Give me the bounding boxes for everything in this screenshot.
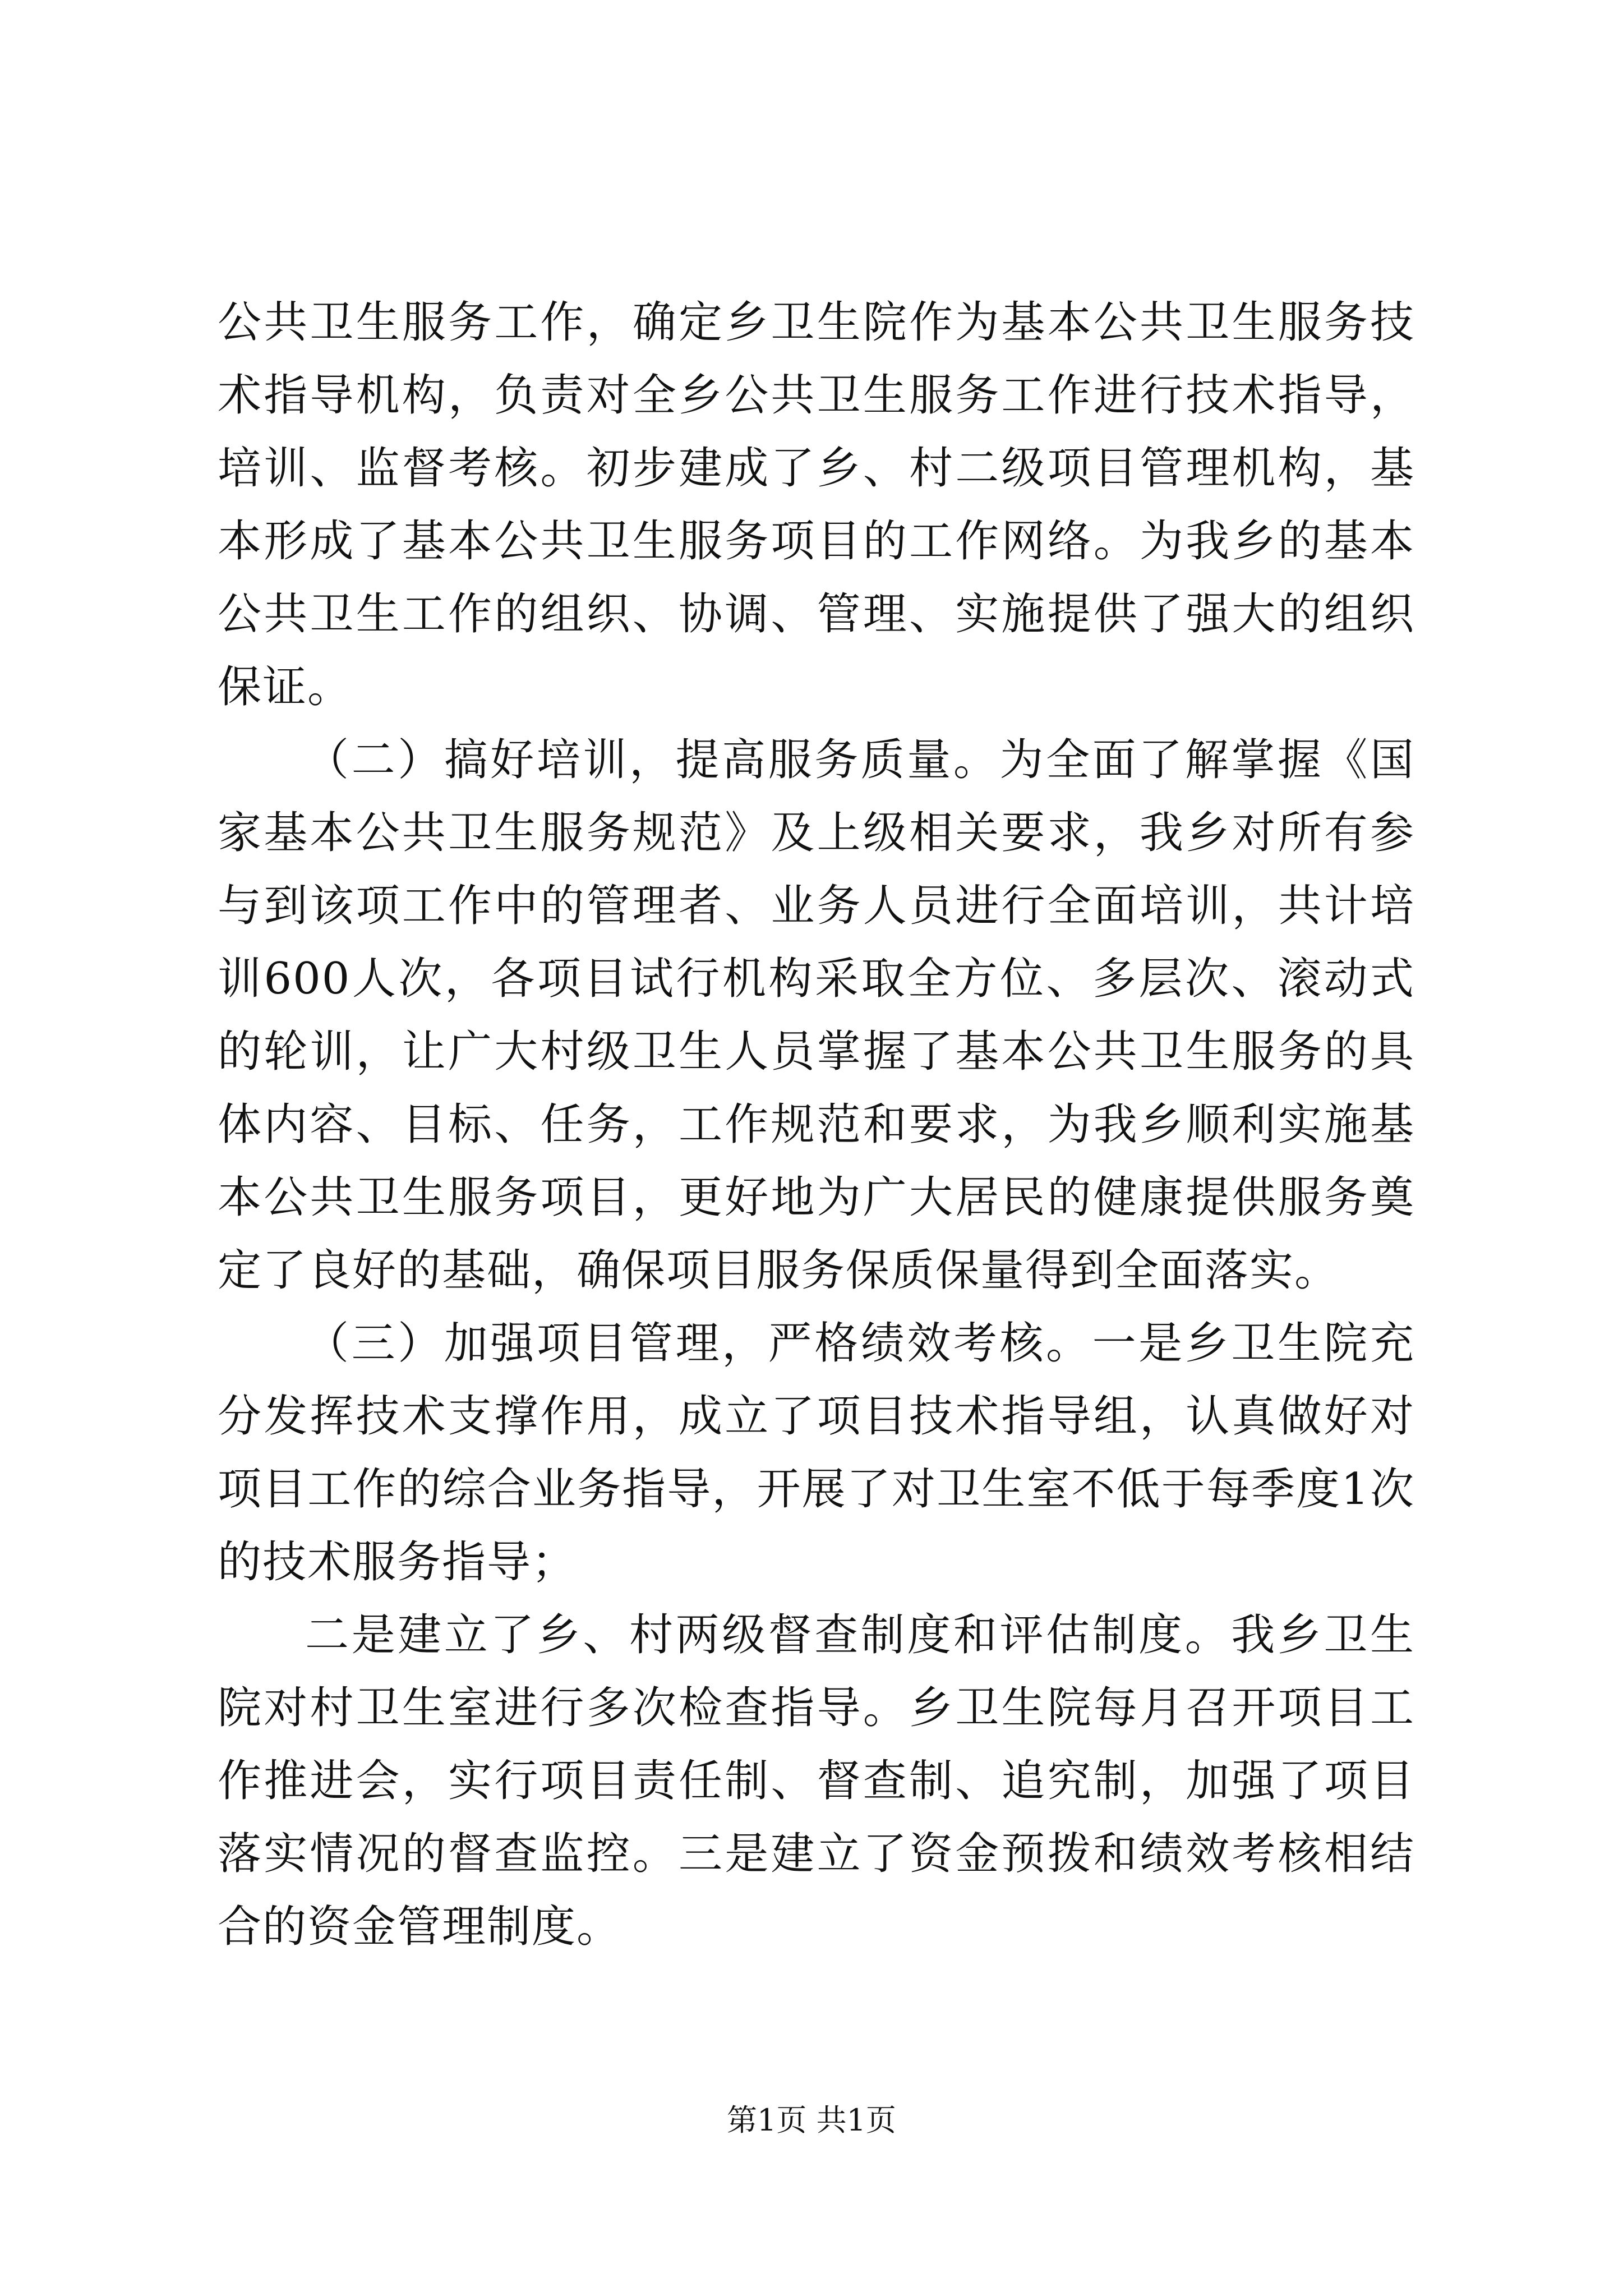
page-footer: 第1页 共1页 <box>727 2102 896 2138</box>
paragraph-supervision: 二是建立了乡、村两级督查制度和评估制度。我乡卫生院对村卫生室进行多次检查指导。乡卫生院每月召开项目工作推进会，实行项目责任制、督查制、追究制，加强了项目落实情况的督查监控。三是建立了资金预拨和绩效考核相结合的资金管理制度。 <box>218 1610 1415 1952</box>
paragraph-management: （三）加强项目管理，严格绩效考核。一是乡卫生院充分发挥技术支撑作用，成立了项目技术指导组，认真做好对项目工作的综合业务指导，开展了对卫生室不低于每季度1次的技术服务指导； <box>218 1318 1415 1588</box>
paragraph-continuation: 公共卫生服务工作，确定乡卫生院作为基本公共卫生服务技术指导机构，负责对全乡公共卫生服务工作进行技术指导，培训、监督考核。初步建成了乡、村二级项目管理机构，基本形成了基本公共卫生服务项目的工作网络。为我乡的基本公共卫生工作的组织、协调、管理、实施提供了强大的组织保证。 <box>218 297 1415 712</box>
document-body <box>218 286 1415 1963</box>
paragraph-training: （二）搞好培训，提高服务质量。为全面了解掌握《国家基本公共卫生服务规范》及上级相关要求，我乡对所有参与到该项工作中的管理者、业务人员进行全面培训，共计培训600人次，各项目试行机构采取全方位、多层次、滚动式的轮训，让广大村级卫生人员掌握了基本公共卫生服务的具体内容、目标、任务，工作规范和要求，为我乡顺利实施基本公共卫生服务项目，更好地为广大居民的健康提供服务奠定了良好的基础，确保项目服务保质保量得到全面落实。 <box>218 735 1415 1296</box>
